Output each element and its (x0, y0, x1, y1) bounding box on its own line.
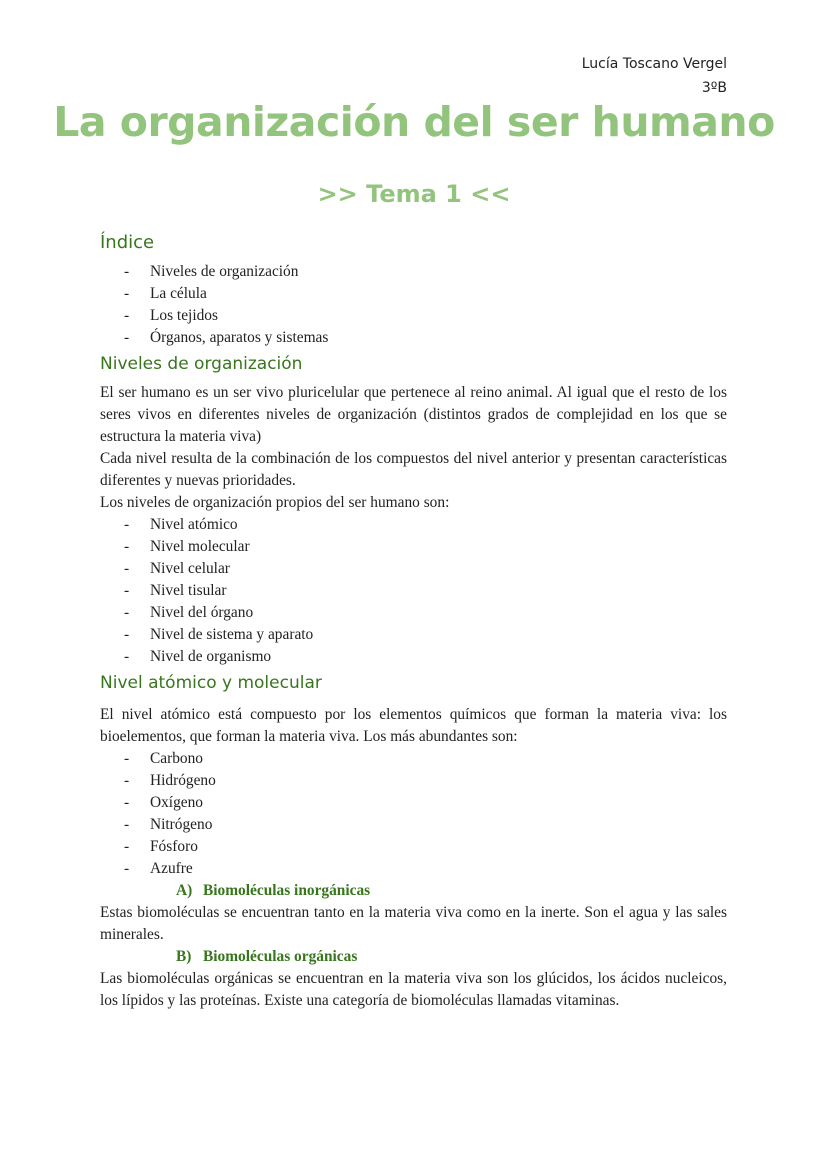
paragraph: El ser humano es un ser vivo pluricelular que pertenece al reino animal. Al igual que el resto de los seres vivos en diferentes niveles de organización (distintos grados de complejidad en los que se estructura la materia viva) (100, 384, 727, 445)
list-item: - Nivel del órgano (100, 602, 727, 624)
list-item: - Fósforo (100, 836, 727, 858)
elements-list (100, 748, 727, 880)
subheading-letter: B) (176, 948, 192, 965)
class-label: 3ºB (701, 80, 727, 96)
subheading-inorganicas (100, 880, 727, 902)
page-title: La organización del ser humano (53, 98, 775, 146)
paragraph: Los niveles de organización propios del ser humano son: (100, 494, 450, 511)
list-item: - La célula (100, 283, 727, 305)
author-block (582, 52, 727, 100)
list-item: - Nivel molecular (100, 536, 727, 558)
list-item: - Azufre (100, 858, 727, 880)
list-item: - Nitrógeno (100, 814, 727, 836)
list-item: - Carbono (100, 748, 727, 770)
list-item: - Oxígeno (100, 792, 727, 814)
list-item: - Nivel celular (100, 558, 727, 580)
paragraph: El nivel atómico está compuesto por los elementos químicos que forman la materia viva: los bioelementos, que forman la materia viva. Los más abundantes son: (100, 706, 727, 745)
section-heading-indice: Índice (100, 232, 155, 253)
index-list (100, 261, 727, 349)
page-subtitle: >> Tema 1 << (317, 180, 511, 208)
document-body (100, 228, 727, 1012)
subheading-organicas (100, 946, 727, 968)
section-heading-atomico: Nivel atómico y molecular (100, 673, 322, 693)
paragraph: Estas biomoléculas se encuentran tanto en la materia viva como en la inerte. Son el agua y las sales minerales. (100, 904, 727, 943)
list-item: - Nivel de sistema y aparato (100, 624, 727, 646)
list-item: - Hidrógeno (100, 770, 727, 792)
list-item: - Los tejidos (100, 305, 727, 327)
list-item: - Niveles de organización (100, 261, 727, 283)
subheading-letter: A) (176, 882, 193, 899)
levels-list (100, 514, 727, 668)
list-item: - Nivel atómico (100, 514, 727, 536)
list-item: - Nivel de organismo (100, 646, 727, 668)
paragraph: Las biomoléculas orgánicas se encuentran en la materia viva son los glúcidos, los ácidos nucleicos, los lípidos y las proteínas. Existe una categoría de biomoléculas llamadas vitaminas. (100, 970, 727, 1009)
section-heading-niveles: Niveles de organización (100, 354, 303, 374)
paragraph: Cada nivel resulta de la combinación de los compuestos del nivel anterior y presentan características diferentes y nuevas prioridades. (100, 450, 727, 489)
list-item: - Nivel tisular (100, 580, 727, 602)
subheading-title: Biomoléculas orgánicas (203, 948, 358, 965)
subheading-title: Biomoléculas inorgánicas (203, 882, 371, 899)
list-item: - Órganos, aparatos y sistemas (100, 327, 727, 349)
author-name: Lucía Toscano Vergel (581, 56, 727, 72)
